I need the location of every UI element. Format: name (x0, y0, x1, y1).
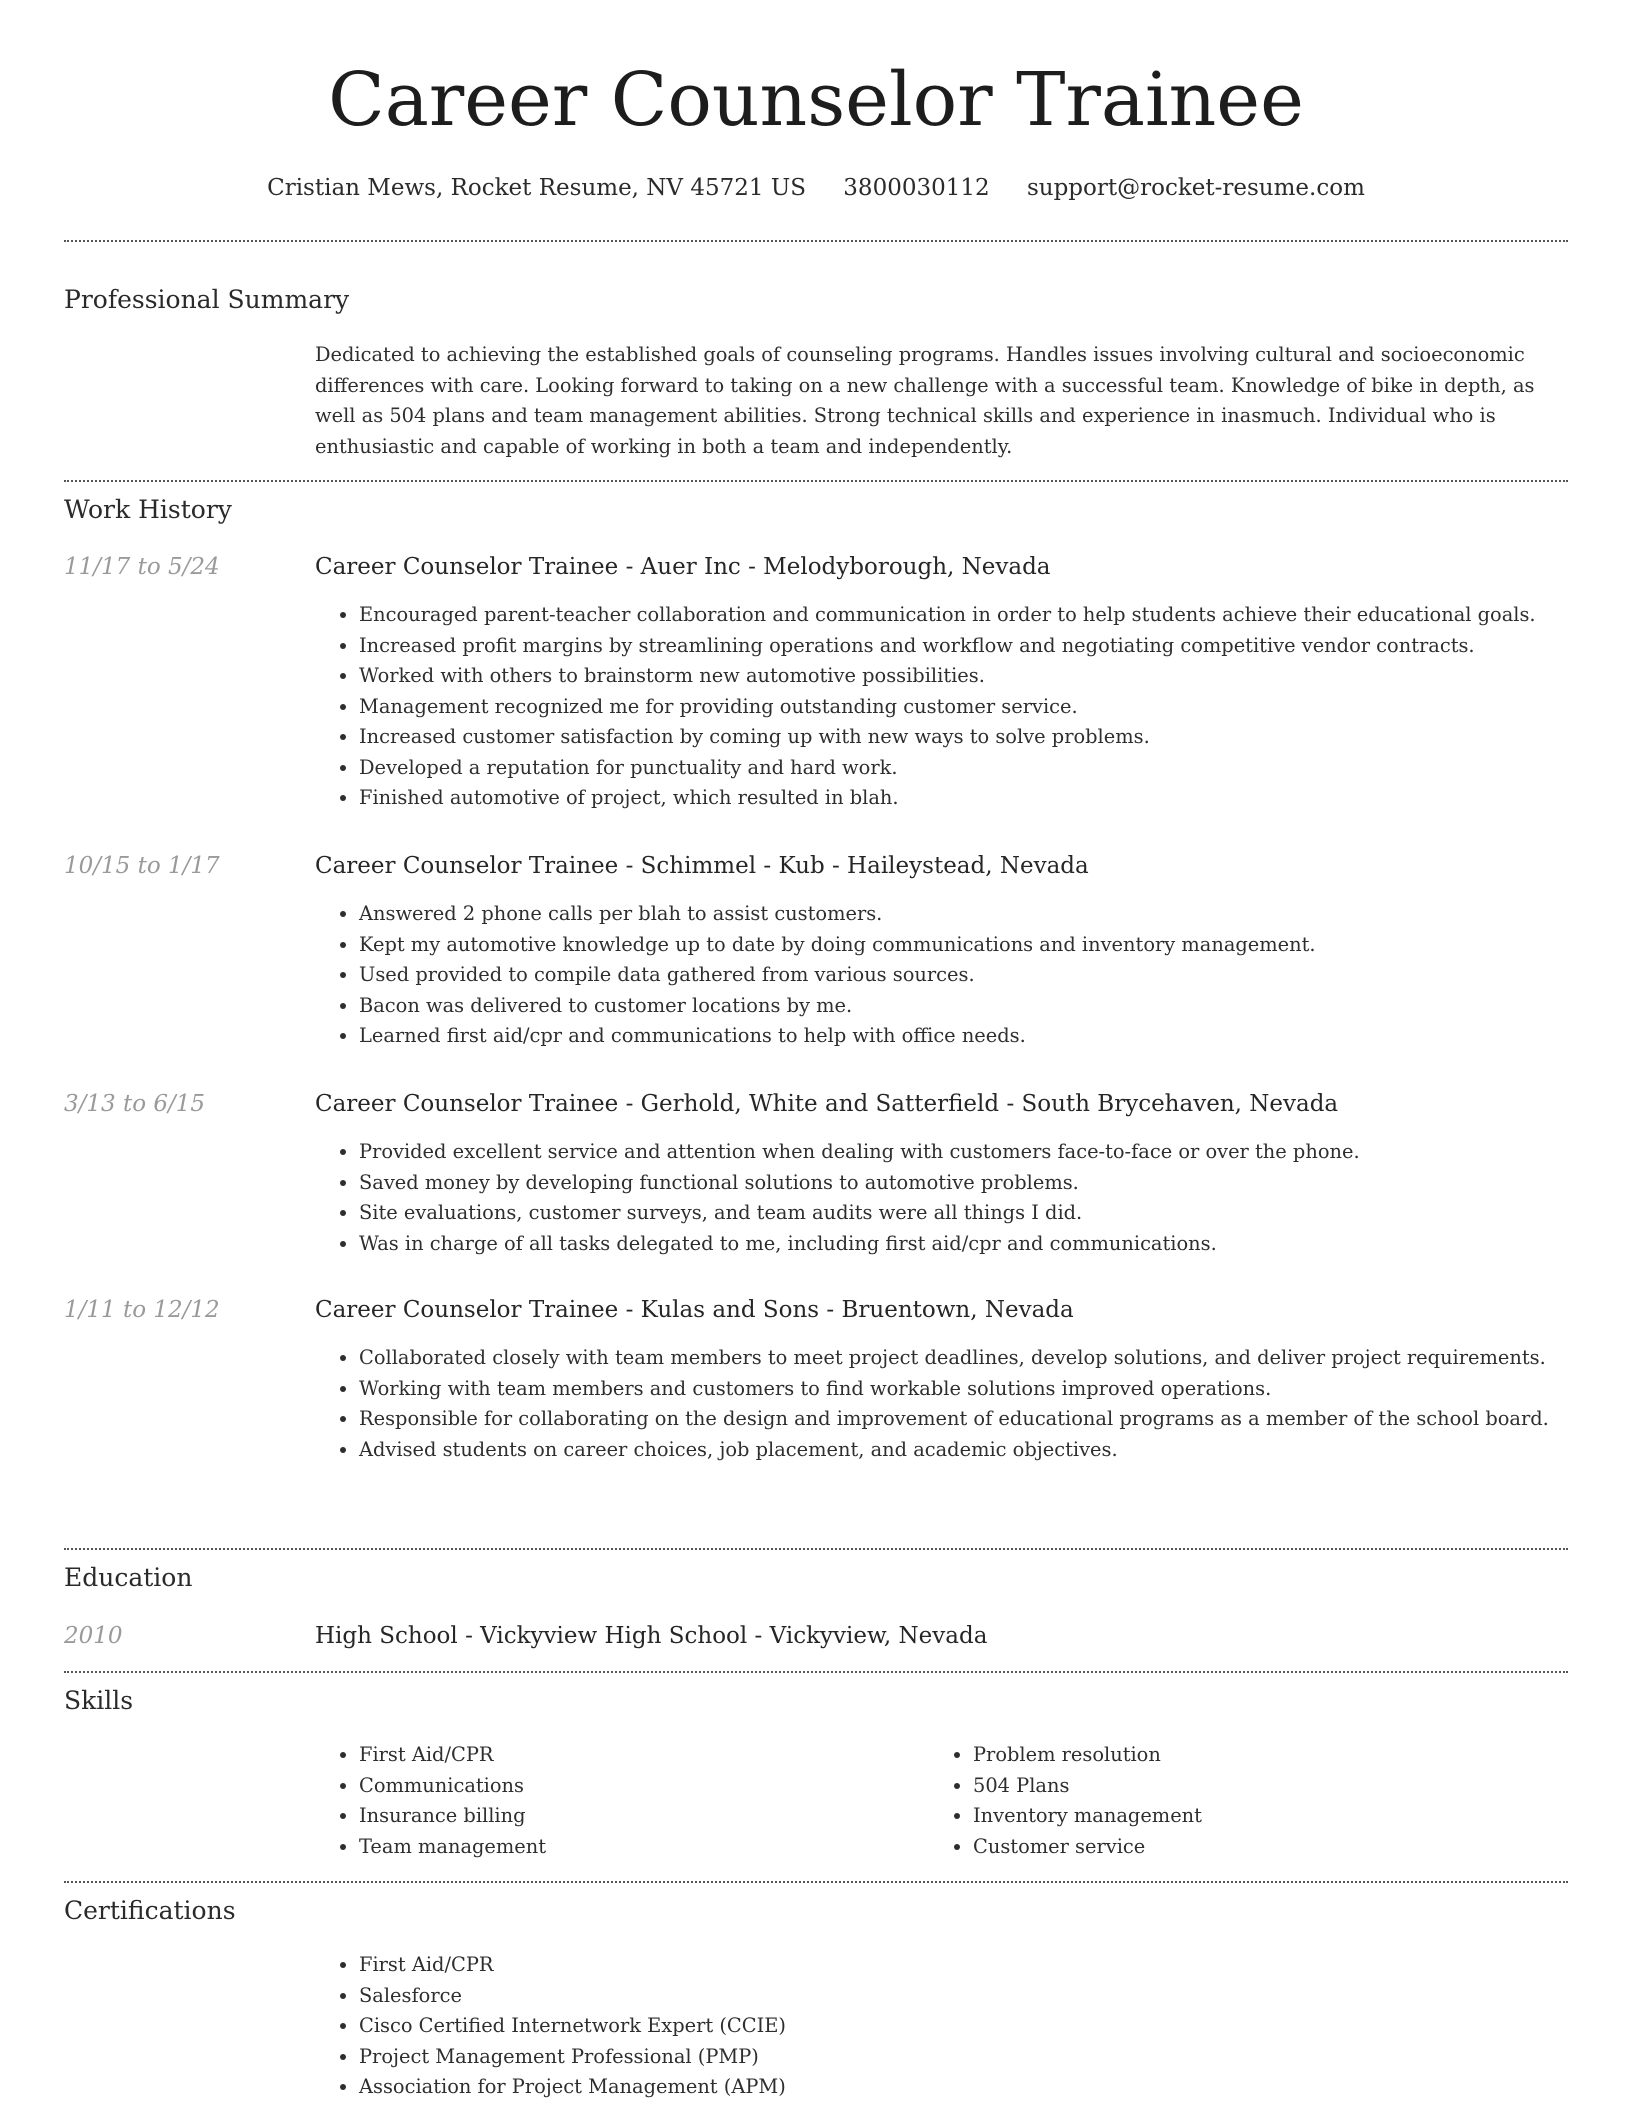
skill-item: • 504 Plans (973, 1771, 1565, 1802)
certification-item: • First Aid/CPR (359, 1950, 1565, 1981)
summary-heading: Professional Summary (64, 285, 350, 314)
section-divider (64, 480, 1568, 482)
job-bullet: • Advised students on career choices, job placement, and academic objectives. (359, 1435, 1565, 1466)
job-bullets (315, 1343, 1565, 1465)
job-dates: 11/17 to 5/24 (64, 554, 220, 580)
skill-item: • Insurance billing (359, 1801, 929, 1832)
education-year: 2010 (64, 1623, 123, 1649)
job-title: Career Counselor Trainee - Schimmel - Kub - Haileystead, Nevada (315, 853, 1089, 879)
job-bullet: • Increased customer satisfaction by coming up with new ways to solve problems. (359, 722, 1565, 753)
contact-phone: 3800030112 (843, 175, 990, 201)
skills-list-right (929, 1740, 1565, 1862)
job-bullets (315, 1137, 1565, 1259)
skill-item: • First Aid/CPR (359, 1740, 929, 1771)
section-divider (64, 1881, 1568, 1883)
skills-list-left (315, 1740, 929, 1862)
section-divider (64, 1671, 1568, 1673)
certification-item: • Project Management Professional (PMP) (359, 2042, 1565, 2073)
skill-item: • Customer service (973, 1832, 1565, 1863)
job-dates: 1/11 to 12/12 (64, 1297, 220, 1323)
job-bullet: • Increased profit margins by streamlining operations and workflow and negotiating competitive vendor contracts. (359, 631, 1565, 662)
job-bullet: • Used provided to compile data gathered from various sources. (359, 960, 1565, 991)
education-heading: Education (64, 1563, 193, 1592)
job-bullet: • Answered 2 phone calls per blah to assist customers. (359, 899, 1565, 930)
work-history-heading: Work History (64, 495, 232, 524)
job-bullets (315, 600, 1565, 814)
skill-item: • Problem resolution (973, 1740, 1565, 1771)
job-title: Career Counselor Trainee - Kulas and Sons - Bruentown, Nevada (315, 1297, 1074, 1323)
certification-item: • Cisco Certified Internetwork Expert (CCIE) (359, 2011, 1565, 2042)
contact-line (0, 170, 1632, 206)
skill-item: • Team management (359, 1832, 929, 1863)
job-title: Career Counselor Trainee - Gerhold, White and Satterfield - South Brycehaven, Nevada (315, 1091, 1339, 1117)
job-dates: 10/15 to 1/17 (64, 853, 220, 879)
contact-address: Cristian Mews, Rocket Resume, NV 45721 US (267, 175, 806, 201)
job-bullet: • Worked with others to brainstorm new automotive possibilities. (359, 661, 1565, 692)
job-bullet: • Was in charge of all tasks delegated to me, including first aid/cpr and communications. (359, 1229, 1565, 1260)
certifications-list (315, 1950, 1565, 2103)
job-bullet: • Responsible for collaborating on the design and improvement of educational programs as a member of the school board. (359, 1404, 1565, 1435)
skills-heading: Skills (64, 1686, 134, 1715)
job-bullet: • Collaborated closely with team members to meet project deadlines, develop solutions, and deliver project requirements. (359, 1343, 1565, 1374)
job-bullet: • Developed a reputation for punctuality and hard work. (359, 753, 1565, 784)
job-title: Career Counselor Trainee - Auer Inc - Melodyborough, Nevada (315, 554, 1051, 580)
resume-name: Career Counselor Trainee (328, 57, 1304, 143)
certifications-heading: Certifications (64, 1896, 236, 1925)
job-bullet: • Bacon was delivered to customer locations by me. (359, 991, 1565, 1022)
job-bullet: • Learned first aid/cpr and communications to help with office needs. (359, 1021, 1565, 1052)
job-bullets (315, 899, 1565, 1052)
summary-text: Dedicated to achieving the established goals of counseling programs. Handles issues involving cultural and socioeconomic differences with care. Looking forward to taking on a new challenge with a successful team. Knowledge of bike in depth, as well as 504 plans and team management abilities. Strong technical skills and experience in inasmuch. Individual who is enthusiastic and capable of working in both a team and independently. (315, 343, 1535, 458)
job-bullet: • Saved money by developing functional solutions to automotive problems. (359, 1168, 1565, 1199)
job-bullet: • Management recognized me for providing outstanding customer service. (359, 692, 1565, 723)
skill-item: • Inventory management (973, 1801, 1565, 1832)
job-dates: 3/13 to 6/15 (64, 1091, 206, 1117)
skill-item: • Communications (359, 1771, 929, 1802)
section-divider (64, 240, 1568, 242)
job-bullet: • Site evaluations, customer surveys, and team audits were all things I did. (359, 1198, 1565, 1229)
certification-item: • Association for Project Management (APM) (359, 2072, 1565, 2103)
job-bullet: • Finished automotive of project, which resulted in blah. (359, 783, 1565, 814)
certification-item: • Salesforce (359, 1981, 1565, 2012)
job-bullet: • Working with team members and customers to find workable solutions improved operations. (359, 1374, 1565, 1405)
education-title: High School - Vickyview High School - Vickyview, Nevada (315, 1623, 988, 1649)
contact-email: support@rocket-resume.com (1026, 175, 1365, 201)
job-bullet: • Kept my automotive knowledge up to date by doing communications and inventory management. (359, 930, 1565, 961)
job-bullet: • Encouraged parent-teacher collaboration and communication in order to help students achieve their educational goals. (359, 600, 1565, 631)
job-bullet: • Provided excellent service and attention when dealing with customers face-to-face or over the phone. (359, 1137, 1565, 1168)
section-divider (64, 1548, 1568, 1550)
